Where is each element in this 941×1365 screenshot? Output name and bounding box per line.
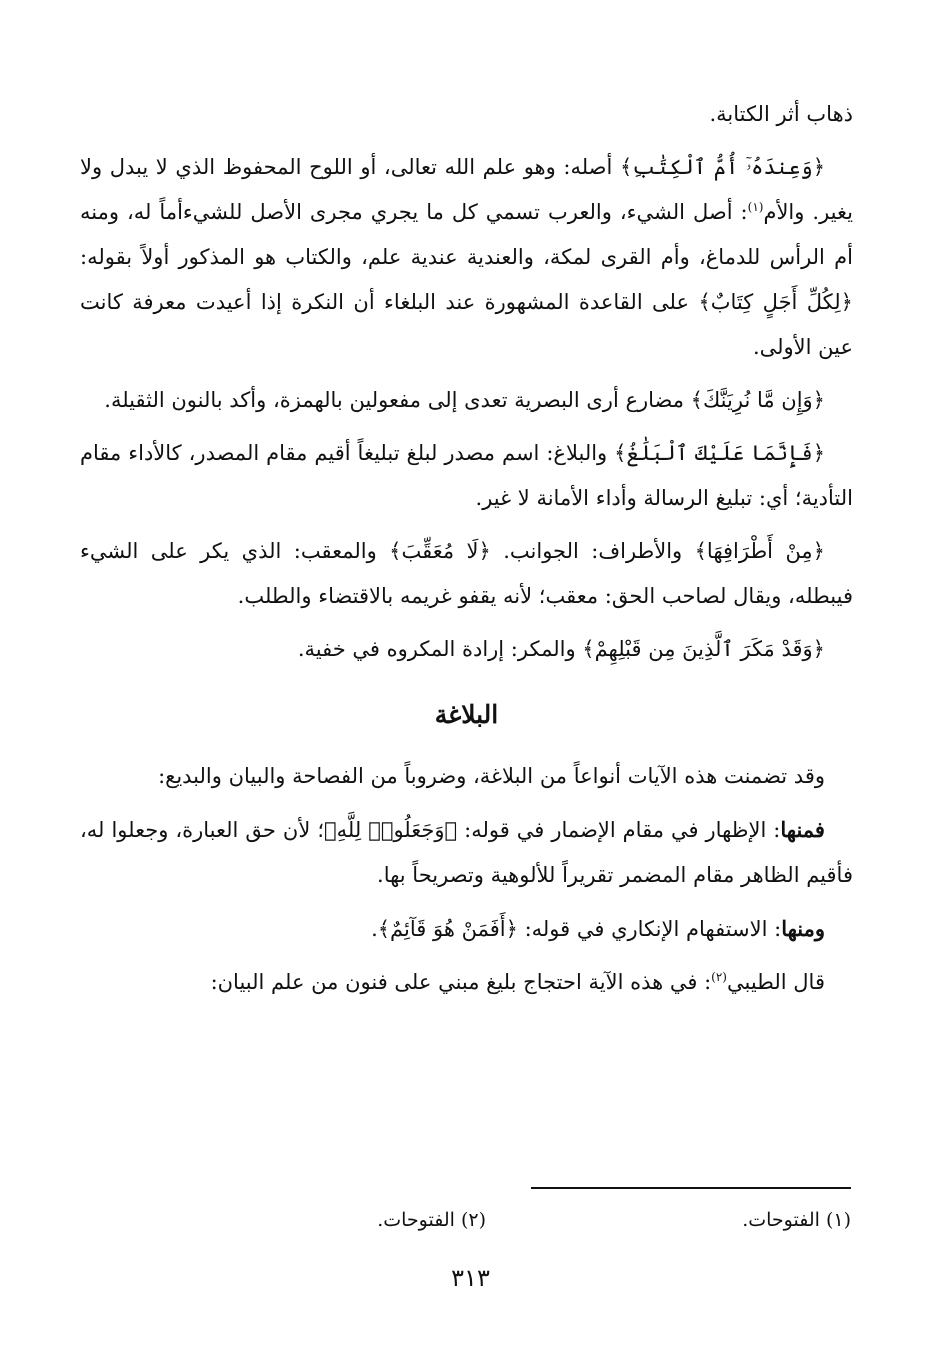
- paragraph-al-balagh: [80, 431, 853, 521]
- quran-verse: ﴿لِكُلِّ أَجَلٍ كِتَابٌ﴾: [698, 290, 853, 314]
- text: : الإظهار في مقام الإضمار في قوله:: [457, 818, 781, 842]
- quran-verse: ﴿فَإِنَّمَا عَلَيْكَ ٱلْبَلَٰغُ﴾: [614, 441, 825, 465]
- quran-verse: ﴿وَإِن مَّا نُرِيَنَّكَ﴾: [690, 388, 825, 412]
- lead-word: فمنها: [780, 817, 825, 842]
- text: أصله: وهو علم الله تعالى، أو اللوح المحفوظ الذي لا يبدل ولا يغير. والأم: [80, 155, 853, 224]
- text: وقد تضمنت هذه الآيات أنواعاً من البلاغة، وضروباً من الفصاحة والبيان والبديع:: [158, 764, 825, 788]
- lead-word: ومنها: [781, 916, 825, 941]
- text: قال الطيبي: [726, 970, 825, 994]
- text: على القاعدة المشهورة عند البلغاء أن النكرة إذا أعيدت معرفة كانت عين الأولى.: [80, 290, 853, 359]
- paragraph-istifham: [80, 906, 853, 952]
- text: والأطراف: الجوانب.: [490, 539, 695, 563]
- paragraph-umm-al-kitab: [80, 145, 853, 370]
- quran-verse: ﴿وَجَعَلُوا۟ لِلَّهِ﴾: [324, 818, 458, 842]
- paragraph-nuriyannaka: [80, 378, 853, 423]
- footnote-divider: [531, 1187, 851, 1189]
- section-heading: البلاغة: [434, 700, 499, 729]
- text: : الاستفهام الإنكاري في قوله:: [517, 917, 782, 941]
- footnote-1: (١) الفتوحات.: [742, 1209, 851, 1231]
- text: ؛ لأن حق العبارة، وجعلوا له، فأقيم الظاهر مقام المضمر تقريراً للألوهية وتصريحاً بها.: [80, 818, 853, 887]
- quran-verse: ﴿وَعِندَهُۥٓ أُمُّ ٱلْكِتَٰبِ﴾: [619, 155, 825, 179]
- text: والمكر: إرادة المكروه في خفية.: [297, 637, 583, 661]
- quran-verse: ﴿لَا مُعَقِّبَ﴾: [389, 539, 491, 563]
- text: ذهاب أثر الكتابة.: [709, 102, 853, 126]
- paragraph-izhar: [80, 807, 853, 898]
- paragraph-atrafiha: [80, 529, 853, 619]
- quran-verse: ﴿وَقَدْ مَكَرَ ٱلَّذِينَ مِن قَبْلِهِمْ﴾: [582, 637, 825, 661]
- page-number: ٣١٣: [451, 1264, 490, 1292]
- footnote-ref-1: (١): [747, 200, 764, 214]
- paragraph-balagha-intro: [80, 754, 853, 799]
- paragraph-intro: [80, 92, 853, 137]
- text: مضارع أرى البصرية تعدى إلى مفعولين بالهمزة، وأكد بالنون الثقيلة.: [104, 388, 691, 412]
- paragraph-makr: [80, 627, 853, 672]
- text: .: [371, 917, 378, 941]
- footnote-ref-2: (٢): [711, 970, 727, 984]
- text: : في هذه الآية احتجاج بليغ مبني على فنون من علم البيان:: [210, 970, 712, 994]
- text: والمعقب: الذي يكر على الشيء فيبطله، ويقال لصاحب الحق: معقب؛ لأنه يقفو غريمه بالاقتضاء والطلب.: [80, 539, 853, 608]
- footnote-2: (٢) الفتوحات.: [377, 1209, 486, 1231]
- quran-verse: ﴿مِنْ أَطْرَافِهَا﴾: [694, 539, 825, 563]
- quran-verse: ﴿أَفَمَنْ هُوَ قَآئِمٌ﴾: [377, 917, 518, 941]
- text: والبلاغ: اسم مصدر لبلغ تبليغاً أقيم مقام المصدر، كالأداء مقام التأدية؛ أي: تبليغ الرسالة وأداء الأمانة لا غير.: [80, 441, 853, 510]
- main-text: [80, 92, 853, 1005]
- text: : أصل الشيء، والعرب تسمي كل ما يجري مجرى الأصل للشيءأماً له، ومنه أم الرأس للدماغ، وأم القرى لمكة، والعندية عندية علم، والكتاب هو المذكور أولاً بقوله:: [80, 200, 853, 269]
- paragraph-tibi: [80, 960, 853, 1005]
